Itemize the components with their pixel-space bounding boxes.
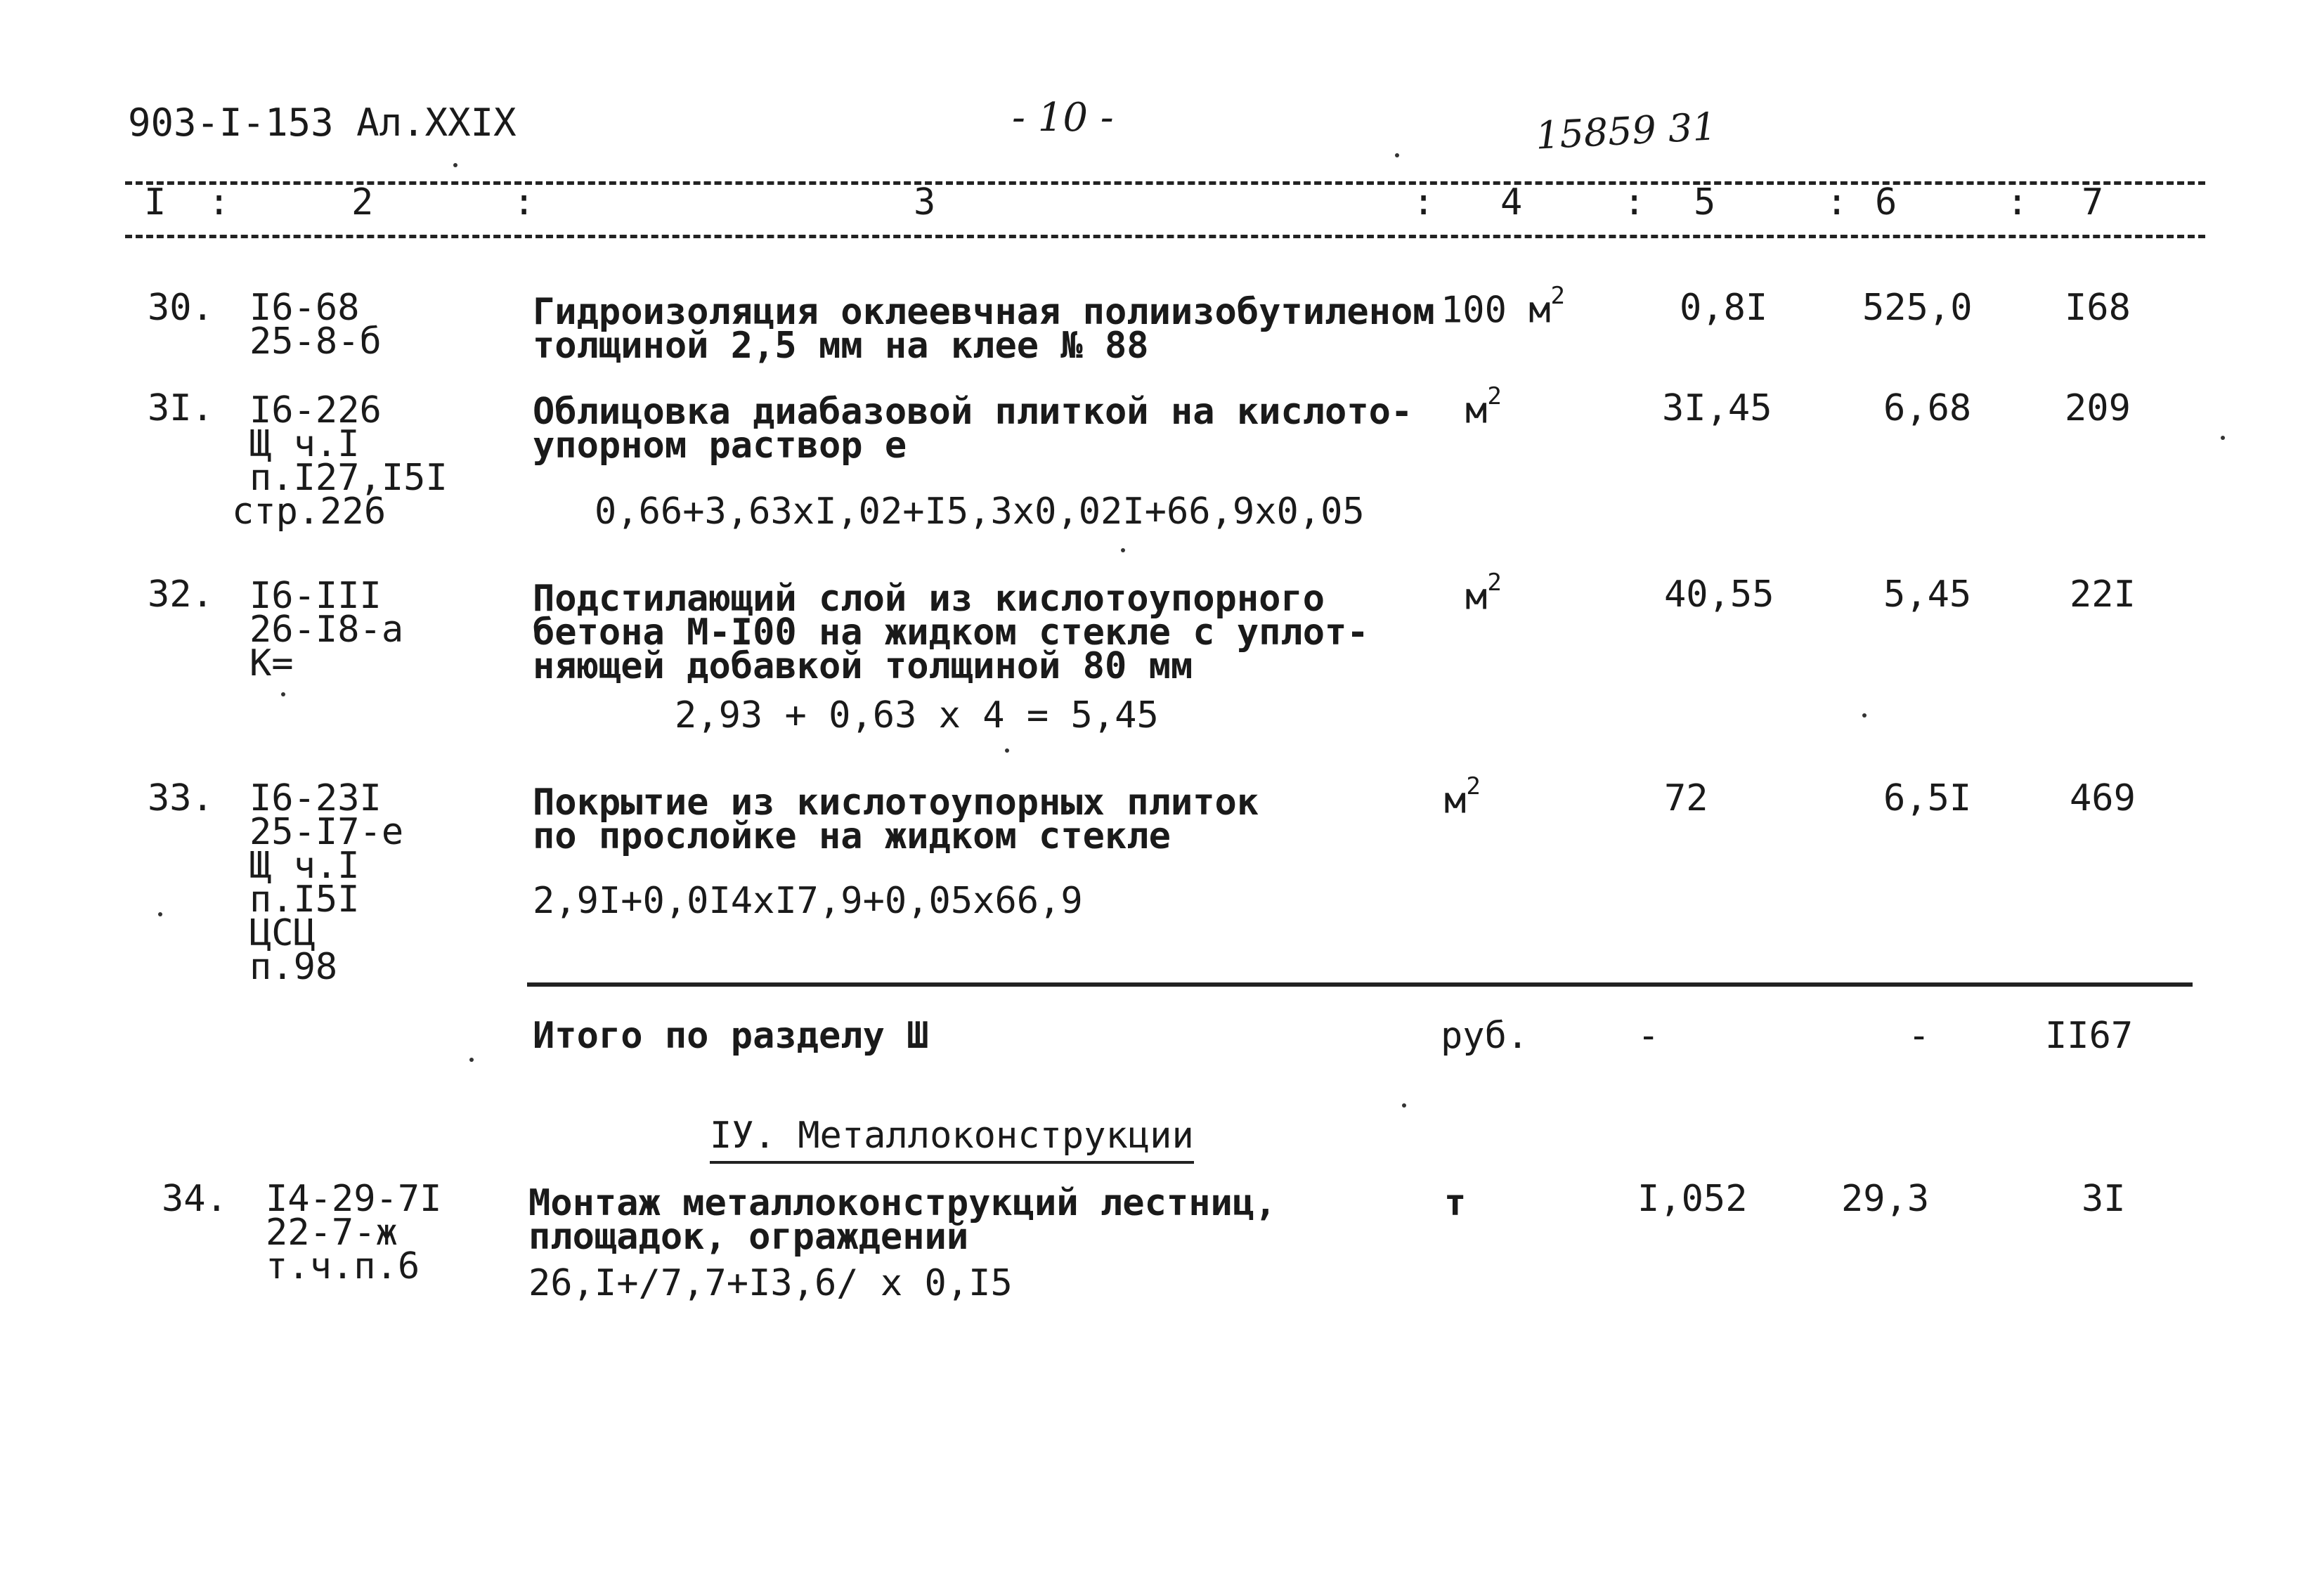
scan-speck — [469, 1058, 474, 1062]
subtotal-total: II67 — [2045, 1015, 2134, 1057]
column-separator: : — [1413, 181, 1435, 223]
unit-superscript: 2 — [1550, 282, 1566, 310]
row-number: 34. — [162, 1178, 228, 1220]
column-header-5: 5 — [1694, 181, 1716, 223]
work-description: Монтаж металлоконструкций лестниц, — [528, 1182, 1277, 1224]
unit-price: 6,5I — [1883, 777, 1972, 819]
unit: т — [1444, 1182, 1467, 1224]
row-number: 32. — [148, 573, 214, 616]
column-separator: : — [1826, 181, 1848, 223]
unit — [1444, 772, 1481, 822]
scan-speck — [1395, 153, 1399, 157]
row-number: 30. — [148, 287, 214, 329]
total: I68 — [2065, 287, 2131, 329]
unit-text: м — [1465, 389, 1488, 432]
section-title-text: IУ. Металлоконструкции — [710, 1115, 1194, 1164]
column-header-3: 3 — [914, 181, 936, 223]
work-description: упорном раствор е — [533, 424, 907, 467]
norm-code: 25-I7-е — [249, 811, 404, 853]
work-description: няющей добавкой толщиной 80 мм — [533, 645, 1193, 687]
quantity: 3I,45 — [1662, 387, 1772, 429]
document-code: 903-I-153 Ал.XXIX — [128, 100, 517, 145]
column-header-2: 2 — [351, 181, 374, 223]
subtotal-unit: руб. — [1441, 1015, 1529, 1057]
norm-code: I6-III — [249, 575, 382, 617]
scan-speck — [1005, 748, 1009, 753]
unit-text: м — [1444, 779, 1467, 822]
row-number: 3I. — [148, 387, 214, 429]
column-separator: : — [1623, 181, 1646, 223]
quantity: 40,55 — [1664, 573, 1774, 616]
quantity: 72 — [1664, 777, 1708, 819]
total: 22I — [2070, 573, 2136, 616]
calculation-formula: 2,93 + 0,63 x 4 = 5,45 — [675, 694, 1159, 736]
norm-code: К= — [249, 642, 294, 684]
unit-text: 100 м — [1441, 289, 1551, 332]
unit-price: 29,3 — [1841, 1178, 1930, 1220]
calculation-formula: 0,66+3,63xI,02+I5,3x0,02I+66,9x0,05 — [595, 491, 1365, 533]
scan-speck — [453, 163, 457, 167]
work-description: Покрытие из кислотоупорных плиток — [533, 781, 1259, 824]
scan-speck — [1862, 713, 1867, 718]
column-header-1: I — [144, 181, 167, 223]
header-bottom-rule — [125, 235, 2205, 238]
subtotal-price: - — [1908, 1015, 1930, 1057]
unit-price: 5,45 — [1883, 573, 1972, 616]
calculation-formula: 26,I+/7,7+I3,6/ x 0,I5 — [528, 1262, 1013, 1304]
page-number: - 10 - — [1012, 95, 1114, 141]
work-description: Гидроизоляция оклеевчная полиизобутиленом — [533, 291, 1435, 333]
calculation-formula: 2,9I+0,0I4xI7,9+0,05x66,9 — [533, 880, 1083, 922]
norm-code: п.I5I — [249, 878, 360, 921]
unit — [1465, 569, 1502, 618]
norm-code: 26-I8-а — [249, 609, 404, 651]
norm-code: I6-68 — [249, 287, 360, 329]
scan-speck — [1402, 1103, 1406, 1108]
unit-price: 525,0 — [1862, 287, 1973, 329]
work-description: бетона М-I00 на жидком стекле с уплот- — [533, 611, 1369, 654]
work-description: толщиной 2,5 мм на клее № 88 — [533, 325, 1149, 367]
norm-code: Щ ч.I — [249, 423, 360, 465]
column-header-7: 7 — [2082, 181, 2104, 223]
norm-code: Щ ч.I — [249, 845, 360, 887]
column-separator: : — [513, 181, 535, 223]
unit — [1465, 382, 1502, 432]
work-description: по прослойке на жидком стекле — [533, 815, 1171, 857]
column-separator: : — [208, 181, 231, 223]
norm-code: п.I27,I5I — [249, 457, 448, 499]
unit-text: м — [1465, 576, 1488, 618]
quantity: 0,8I — [1680, 287, 1768, 329]
quantity: I,052 — [1637, 1178, 1748, 1220]
norm-code: I4-29-7I — [266, 1178, 442, 1220]
handwritten-stamp: 15859 31 — [1534, 104, 1718, 158]
total: 3I — [2082, 1178, 2126, 1220]
unit — [1441, 282, 1566, 332]
work-description: площадок, ограждений — [528, 1216, 969, 1258]
norm-code: ЦСЦ — [249, 912, 316, 954]
total: 469 — [2070, 777, 2136, 819]
row-number: 33. — [148, 777, 214, 819]
subtotal-label: Итого по разделу Ш — [533, 1015, 929, 1057]
scan-speck — [281, 692, 285, 696]
norm-code: стр.226 — [232, 491, 387, 533]
scan-speck — [158, 912, 162, 916]
work-description: Подстилающий слой из кислотоупорного — [533, 578, 1325, 620]
column-header-6: 6 — [1875, 181, 1897, 223]
unit-price: 6,68 — [1883, 387, 1972, 429]
total: 209 — [2065, 387, 2131, 429]
subtotal-rule — [527, 982, 2193, 987]
column-separator: : — [2006, 181, 2029, 223]
scan-speck — [1121, 548, 1125, 552]
subtotal-quantity: - — [1637, 1015, 1660, 1057]
norm-code: т.ч.п.6 — [266, 1245, 420, 1287]
column-header-4: 4 — [1500, 181, 1523, 223]
unit-superscript: 2 — [1487, 569, 1502, 597]
scan-speck — [2221, 436, 2225, 440]
unit-superscript: 2 — [1487, 382, 1502, 410]
norm-code: п.98 — [249, 946, 338, 988]
work-description: Облицовка диабазовой плиткой на кислото- — [533, 391, 1413, 433]
unit-superscript: 2 — [1466, 772, 1481, 800]
norm-code: 22-7-ж — [266, 1212, 398, 1254]
norm-code: I6-226 — [249, 389, 382, 431]
norm-code: 25-8-б — [249, 320, 382, 363]
norm-code: I6-23I — [249, 777, 382, 819]
section-title — [710, 1115, 1194, 1157]
